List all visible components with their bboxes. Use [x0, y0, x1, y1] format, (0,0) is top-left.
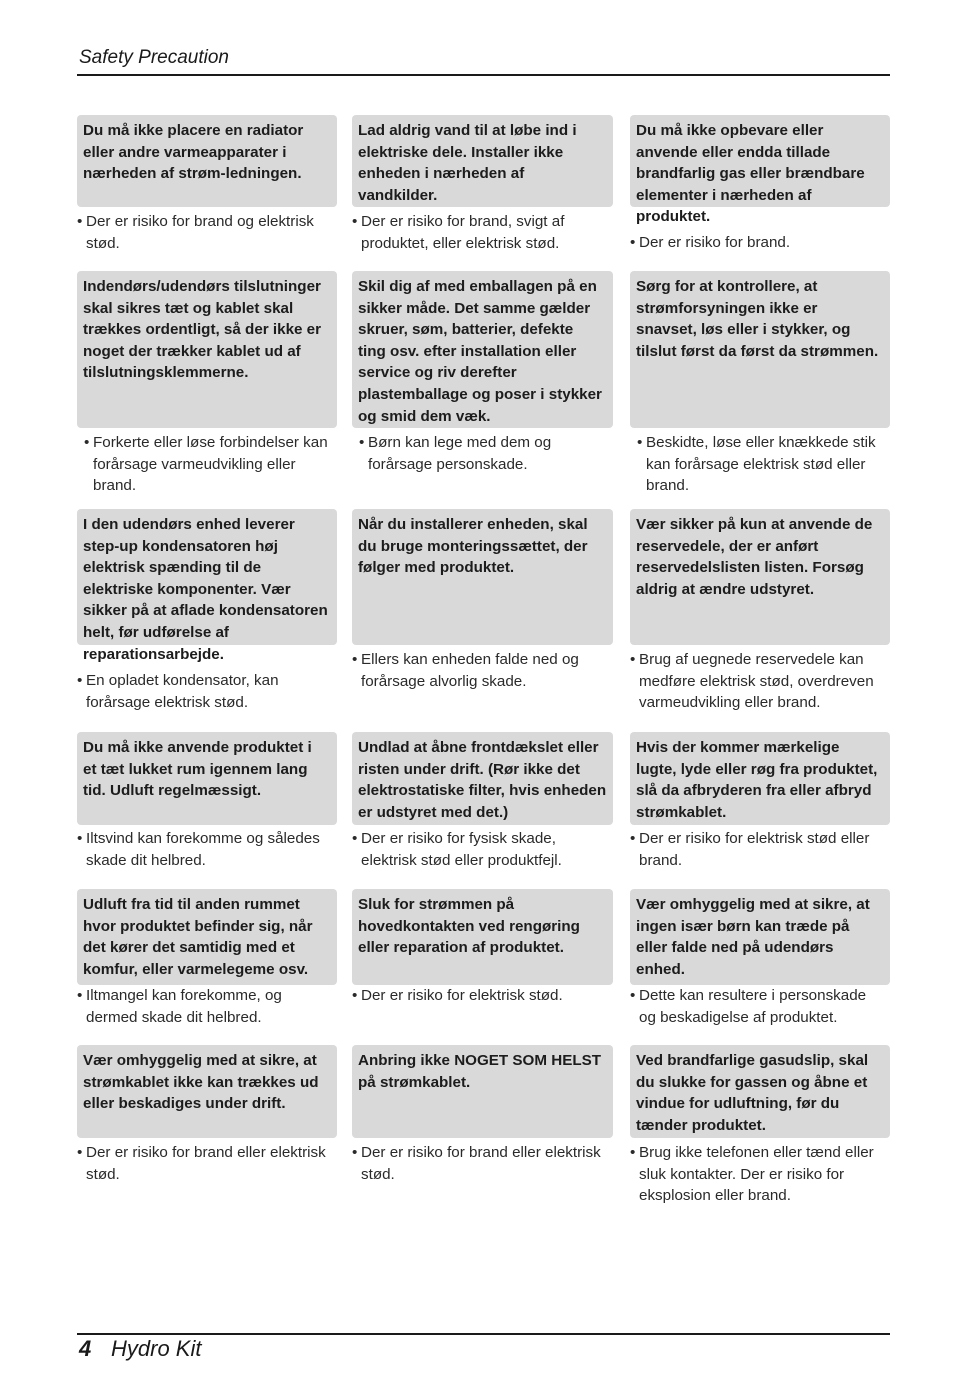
- warning-box: Skil dig af med emballagen på en sikker måde. Det samme gælder skruer, søm, batterier, defekte ting osv. efter installation eller service og riv derefter plastemballage og poser i stykker og smid dem væk.: [352, 271, 613, 428]
- risk-note: [77, 670, 345, 713]
- warning-box: Vær omhyggelig med at sikre, at ingen især børn kan træde på eller falde ned på udendørs enhed.: [630, 889, 890, 985]
- risk-note: [84, 432, 352, 497]
- bullet-icon: •: [84, 434, 90, 451]
- risk-note-text: Dette kan resultere i personskade og beskadigelse af produktet.: [639, 987, 867, 1026]
- warning-box: Vær omhyggelig med at sikre, at strømkablet ikke kan trækkes ud eller beskadiges under drift.: [77, 1045, 337, 1138]
- page-number: 4: [79, 1336, 92, 1361]
- bullet-icon: •: [359, 434, 365, 451]
- risk-note: [630, 985, 898, 1028]
- risk-note-text: Iltsvind kan forekomme og således skade dit helbred.: [86, 830, 320, 869]
- risk-note: [77, 1142, 345, 1185]
- bullet-icon: •: [77, 213, 83, 230]
- risk-note-text: Brug af uegnede reservedele kan medføre elektrisk stød, overdreven varmeudvikling eller brand.: [639, 651, 874, 712]
- risk-note-text: Der er risiko for elektrisk stød eller brand.: [639, 830, 870, 869]
- bullet-icon: •: [352, 1144, 358, 1161]
- risk-note: [630, 1142, 898, 1207]
- risk-note-text: Beskidte, løse eller knækkede stik kan forårsage elektrisk stød eller brand.: [646, 434, 876, 495]
- warning-box: Udluft fra tid til anden rummet hvor produktet befinder sig, når det kører det samtidig med et komfur, eller varmelegeme osv.: [77, 889, 337, 985]
- bullet-icon: •: [630, 987, 636, 1004]
- risk-note: [352, 985, 621, 1007]
- header-divider: [77, 74, 890, 76]
- risk-note-text: Børn kan lege med dem og forårsage personskade.: [368, 434, 552, 473]
- warning-box: Du må ikke placere en radiator eller andre varmeapparater i nærheden af strøm-ledningen.: [77, 115, 337, 207]
- footer-divider: [77, 1333, 890, 1335]
- risk-note: [352, 1142, 621, 1185]
- risk-note-text: Brug ikke telefonen eller tænd eller sluk kontakter. Der er risiko for eksplosion eller brand.: [639, 1144, 874, 1205]
- warning-box: Indendørs/udendørs tilslutninger skal sikres tæt og kablet skal trækkes ordentligt, så der ikke er noget der trækker kablet ud af tilslutningsklemmerne.: [77, 271, 337, 428]
- bullet-icon: •: [630, 234, 636, 251]
- risk-note-text: Der er risiko for brand eller elektrisk stød.: [86, 1144, 326, 1183]
- risk-note: [352, 828, 621, 871]
- risk-note: [630, 828, 898, 871]
- risk-note-text: Der er risiko for fysisk skade, elektrisk stød eller produktfejl.: [361, 830, 562, 869]
- risk-note-text: Iltmangel kan forekomme, og dermed skade dit helbred.: [86, 987, 282, 1026]
- warning-box: Anbring ikke NOGET SOM HELST på strømkablet.: [352, 1045, 613, 1138]
- risk-note: [359, 432, 628, 475]
- bullet-icon: •: [352, 651, 358, 668]
- bullet-icon: •: [630, 1144, 636, 1161]
- risk-note: [77, 828, 345, 871]
- bullet-icon: •: [77, 1144, 83, 1161]
- risk-note-text: Forkerte eller løse forbindelser kan forårsage varmeudvikling eller brand.: [93, 434, 328, 495]
- warning-box: Vær sikker på kun at anvende de reservedele, der er anført reservedelslisten listen. Forsøg aldrig at ændre udstyret.: [630, 509, 890, 645]
- warning-box: Lad aldrig vand til at løbe ind i elektriske dele. Installer ikke enheden i nærheden af vandkilder.: [352, 115, 613, 207]
- risk-note: [352, 211, 621, 254]
- warning-box: Sørg for at kontrollere, at strømforsyningen ikke er snavset, løs eller i stykker, og tilslut først da først da strømmen.: [630, 271, 890, 428]
- bullet-icon: •: [77, 830, 83, 847]
- warning-box: Du må ikke anvende produktet i et tæt lukket rum igennem lang tid. Udluft regelmæssigt.: [77, 732, 337, 825]
- risk-note-text: Der er risiko for brand, svigt af produktet, eller elektrisk stød.: [361, 213, 565, 252]
- risk-note-text: Ellers kan enheden falde ned og forårsage alvorlig skade.: [361, 651, 579, 690]
- risk-note: [77, 211, 345, 254]
- risk-note: [637, 432, 905, 497]
- footer-title: Hydro Kit: [111, 1336, 202, 1361]
- risk-note-text: Der er risiko for brand eller elektrisk stød.: [361, 1144, 601, 1183]
- section-title: Safety Precaution: [79, 47, 229, 68]
- risk-note-text: Der er risiko for brand og elektrisk stød.: [86, 213, 314, 252]
- risk-note-text: Der er risiko for elektrisk stød.: [361, 987, 563, 1004]
- warning-box: Sluk for strømmen på hovedkontakten ved rengøring eller reparation af produktet.: [352, 889, 613, 985]
- bullet-icon: •: [630, 830, 636, 847]
- warning-box: Du må ikke opbevare eller anvende eller endda tillade brandfarlig gas eller brændbare elementer i nærheden af produktet.: [630, 115, 890, 207]
- bullet-icon: •: [630, 651, 636, 668]
- bullet-icon: •: [352, 213, 358, 230]
- warning-box: I den udendørs enhed leverer step-up kondensatoren høj elektrisk spænding til de elektriske komponenter. Vær sikker på at aflade kondensatoren helt, før udførelse af reparationsarbejde.: [77, 509, 337, 645]
- bullet-icon: •: [77, 987, 83, 1004]
- warning-box: Ved brandfarlige gasudslip, skal du slukke for gassen og åbne et vindue for udluftning, før du tænder produktet.: [630, 1045, 890, 1138]
- risk-note: [630, 649, 898, 714]
- risk-note: [352, 649, 621, 692]
- warning-box: Undlad at åbne frontdækslet eller risten under drift. (Rør ikke det elektrostatiske filter, hvis enheden er udstyret med det.): [352, 732, 613, 825]
- bullet-icon: •: [637, 434, 643, 451]
- bullet-icon: •: [77, 672, 83, 689]
- risk-note: [630, 232, 898, 254]
- bullet-icon: •: [352, 987, 358, 1004]
- risk-note-text: Der er risiko for brand.: [639, 234, 791, 251]
- warning-box: Når du installerer enheden, skal du bruge monteringssættet, der følger med produktet.: [352, 509, 613, 645]
- risk-note: [77, 985, 345, 1028]
- warning-box: Hvis der kommer mærkelige lugte, lyde eller røg fra produktet, slå da afbryderen fra eller afbryd strømkablet.: [630, 732, 890, 825]
- bullet-icon: •: [352, 830, 358, 847]
- risk-note-text: En opladet kondensator, kan forårsage elektrisk stød.: [86, 672, 279, 711]
